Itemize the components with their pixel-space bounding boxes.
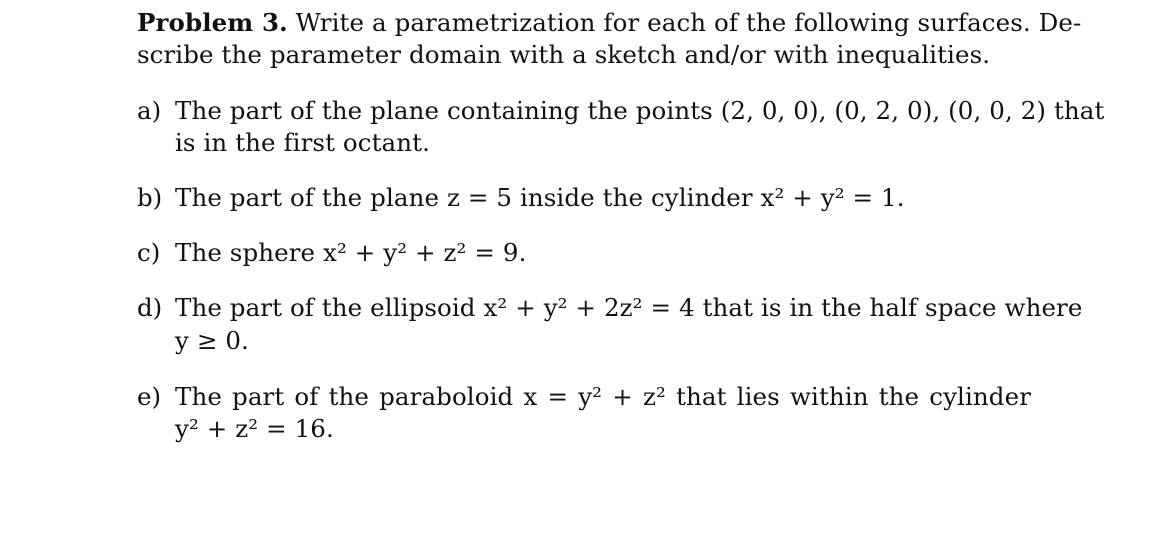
- problem-intro-line-1: [137, 8, 1082, 38]
- problem-intro-text-1: Write a parametrization for each of the following surfaces. De-: [295, 8, 1082, 37]
- item-text-line: The sphere x² + y² + z² = 9.: [175, 238, 527, 267]
- item-label: c): [137, 238, 161, 267]
- item-text-line: The part of the plane containing the points (2, 0, 0), (0, 2, 0), (0, 0, 2) that: [175, 96, 1105, 125]
- problem-heading: Problem 3.: [137, 8, 288, 37]
- item-label: b): [137, 183, 163, 212]
- problem-intro-line-2: scribe the parameter domain with a sketch and/or with inequalities.: [137, 40, 991, 69]
- item-label: e): [137, 382, 162, 411]
- item-text-line: The part of the paraboloid x = y² + z² that lies within the cylinder: [175, 382, 1031, 411]
- item-text-line: y ≥ 0.: [175, 326, 249, 355]
- item-text-line: The part of the plane z = 5 inside the cylinder x² + y² = 1.: [175, 183, 905, 212]
- item-text-line: is in the first octant.: [175, 128, 430, 157]
- item-text-line: The part of the ellipsoid x² + y² + 2z² = 4 that is in the half space where: [175, 293, 1083, 322]
- item-label: a): [137, 96, 162, 125]
- item-text-line: y² + z² = 16.: [175, 414, 334, 443]
- item-label: d): [137, 293, 163, 322]
